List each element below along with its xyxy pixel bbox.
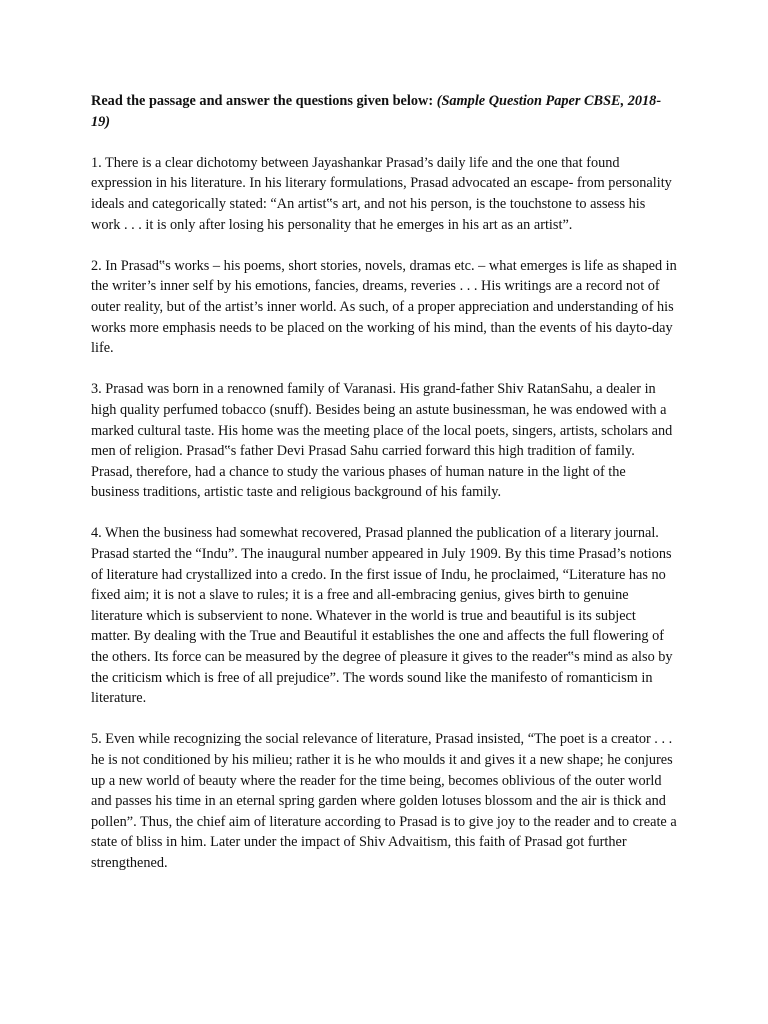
paragraph-1: 1. There is a clear dichotomy between Jayashankar Prasad’s daily life and the one that found expression in his literature. In his literary formulations, Prasad advocated an escape- from personality ideals and categorically stated: “An artist‟s art, and not his person, is the touchstone to assess his work . . . it is only after losing his personality that he emerges in his art as an artist”.	[91, 154, 672, 233]
instruction-lead: Read the passage and answer the questions given below:	[91, 93, 437, 109]
document-page	[91, 91, 677, 894]
instruction-source: (Sample Question Paper CBSE, 2018-19)	[91, 93, 662, 130]
instruction-heading	[91, 91, 677, 132]
paragraph-5: 5. Even while recognizing the social relevance of literature, Prasad insisted, “The poet is a creator . . . he is not conditioned by his milieu; rather it is he who moulds it and gives it a new shape; he conjures up a new world of beauty where the reader for the time being, becomes oblivious of the outer world and passes his time in an eternal spring garden where golden lotuses blossom and the air is thick and pollen”. Thus, the chief aim of literature according to Prasad is to give joy to the reader and to create a state of bliss in him. Later under the impact of Shiv Advaitism, this faith of Prasad got further strengthened.	[91, 731, 677, 871]
paragraph-4: 4. When the business had somewhat recovered, Prasad planned the publication of a literary journal. Prasad started the “Indu”. The inaugural number appeared in July 1909. By this time Prasad’s notions of literature had crystallized into a credo. In the first issue of Indu, he proclaimed, “Literature has no fixed aim; it is not a slave to rules; it is a free and all-embracing genius, gives birth to genuine literature which is subservient to none. Whatever in the world is true and beautiful is its subject matter. By dealing with the True and Beautiful it establishes the one and affects the full flowering of the others. Its force can be measured by the degree of pleasure it gives to the reader‟s mind as also by the criticism which is free of all prejudice”. The words sound like the manifesto of romanticism in literature.	[91, 525, 673, 707]
paragraph-2: 2. In Prasad‟s works – his poems, short stories, novels, dramas etc. – what emerges is life as shaped in the writer’s inner self by his emotions, fancies, dreams, reveries . . . His writings are a record not of outer reality, but of the artist’s inner world. As such, of a proper appreciation and understanding of his works more emphasis needs to be placed on the working of his mind, than the events of his dayto-day life.	[91, 257, 677, 357]
paragraph-3: 3. Prasad was born in a renowned family of Varanasi. His grand-father Shiv RatanSahu, a dealer in high quality perfumed tobacco (snuff). Besides being an astute businessman, he was endowed with a marked cultural taste. His home was the meeting place of the local poets, singers, artists, scholars and men of religion. Prasad‟s father Devi Prasad Sahu carried forward this high tradition of family. Prasad, therefore, had a chance to study the various phases of human nature in the light of the business traditions, artistic taste and religious background of his family.	[91, 381, 673, 501]
